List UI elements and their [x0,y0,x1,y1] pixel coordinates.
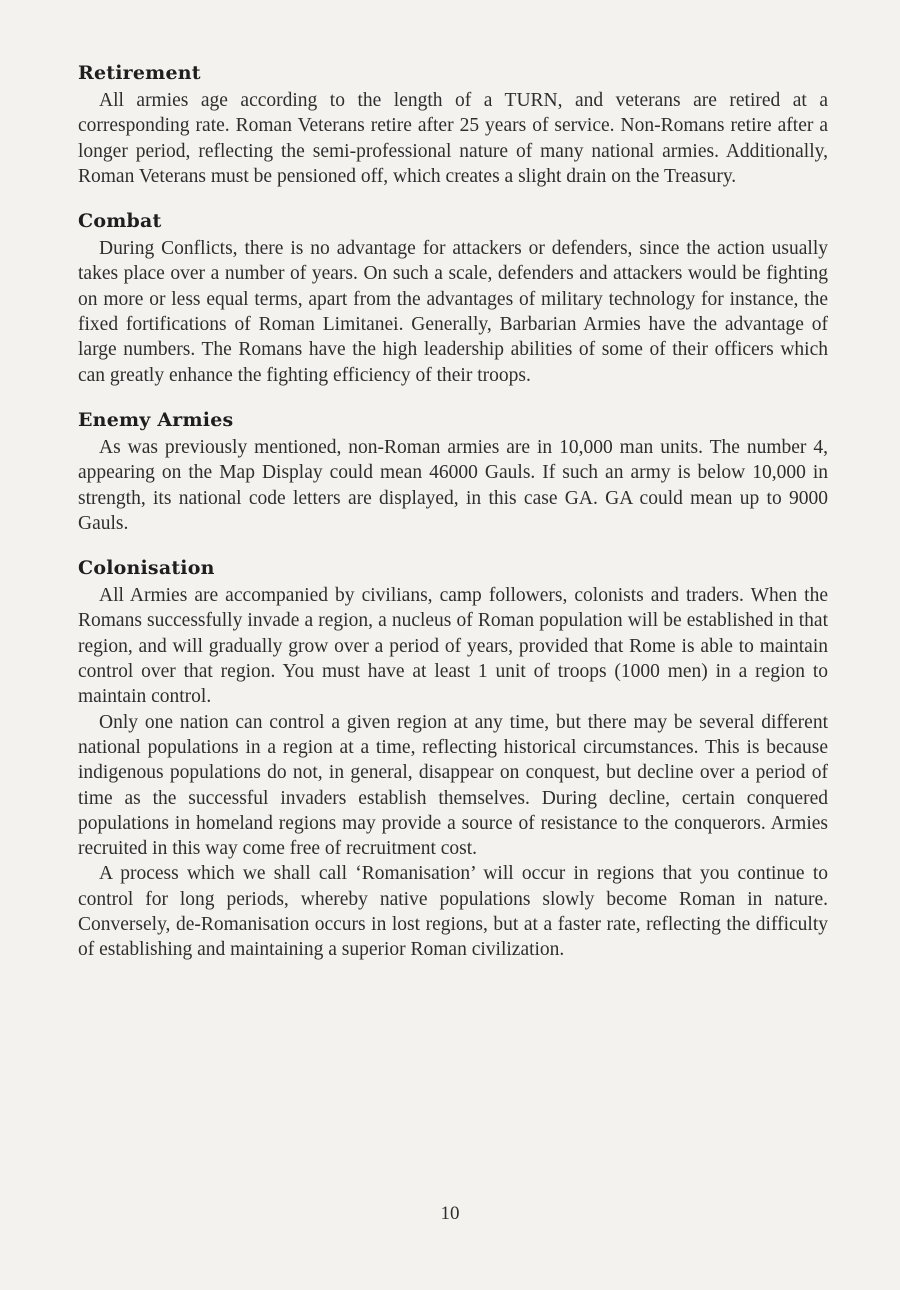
section-heading: Combat [78,210,162,233]
section-retirement [78,62,828,189]
section-combat [78,210,828,388]
section-paragraph: All Armies are accompanied by civilians, camp followers, colonists and traders. When the Romans successfully invade a region, a nucleus of Roman population will be established in that region, and will gradually grow over a period of years, provided that Rome is able to maintain control over that region. You must have at least 1 unit of troops (1000 men) in a region to maintain control. [78,585,828,708]
section-colonisation [78,557,828,962]
section-paragraph: As was previously mentioned, non-Roman armies are in 10,000 man units. The number 4, appearing on the Map Display could mean 46000 Gauls. If such an army is below 10,000 in strength, its national code letters are displayed, in this case GA. GA could mean up to 9000 Gauls. [78,436,828,534]
section-heading: Enemy Armies [78,408,234,431]
section-paragraph: During Conflicts, there is no advantage for attackers or defenders, since the action usually takes place over a number of years. On such a scale, defenders and attackers would be fighting on more or less equal terms, apart from the advantages of military technology for instance, the fixed fortifications of Roman Limitanei. Generally, Barbarian Armies have the advantage of large numbers. The Romans have the high leadership abilities of some of their officers which can greatly enhance the fighting efficiency of their troops. [78,238,828,386]
section-paragraph: A process which we shall call ‘Romanisation’ will occur in regions that you continue to control for long periods, whereby native populations slowly become Roman in nature. Conversely, de-Romanisation occurs in lost regions, but at a faster rate, reflecting the difficulty of establishing and maintaining a superior Roman civilization. [78,863,828,961]
page-content [78,62,828,984]
section-enemy-armies [78,409,828,536]
section-heading: Colonisation [78,557,215,580]
page-number: 10 [440,1203,460,1224]
section-paragraph: All armies age according to the length of a TURN, and veterans are retired at a corresponding rate. Roman Veterans retire after 25 years of service. Non-Romans retire after a longer period, reflecting the semi-professional nature of many national armies. Additionally, Roman Veterans must be pensioned off, which creates a slight drain on the Treasury. [78,90,828,187]
section-paragraph: Only one nation can control a given region at any time, but there may be several different national populations in a region at a time, reflecting historical circumstances. This is because indigenous populations do not, in general, disappear on conquest, but decline over a period of time as the successful invaders establish themselves. During decline, certain conquered populations in homeland regions may provide a source of resistance to the conquerors. Armies recruited in this way come free of recruitment cost. [78,711,828,860]
section-heading: Retirement [78,62,201,84]
